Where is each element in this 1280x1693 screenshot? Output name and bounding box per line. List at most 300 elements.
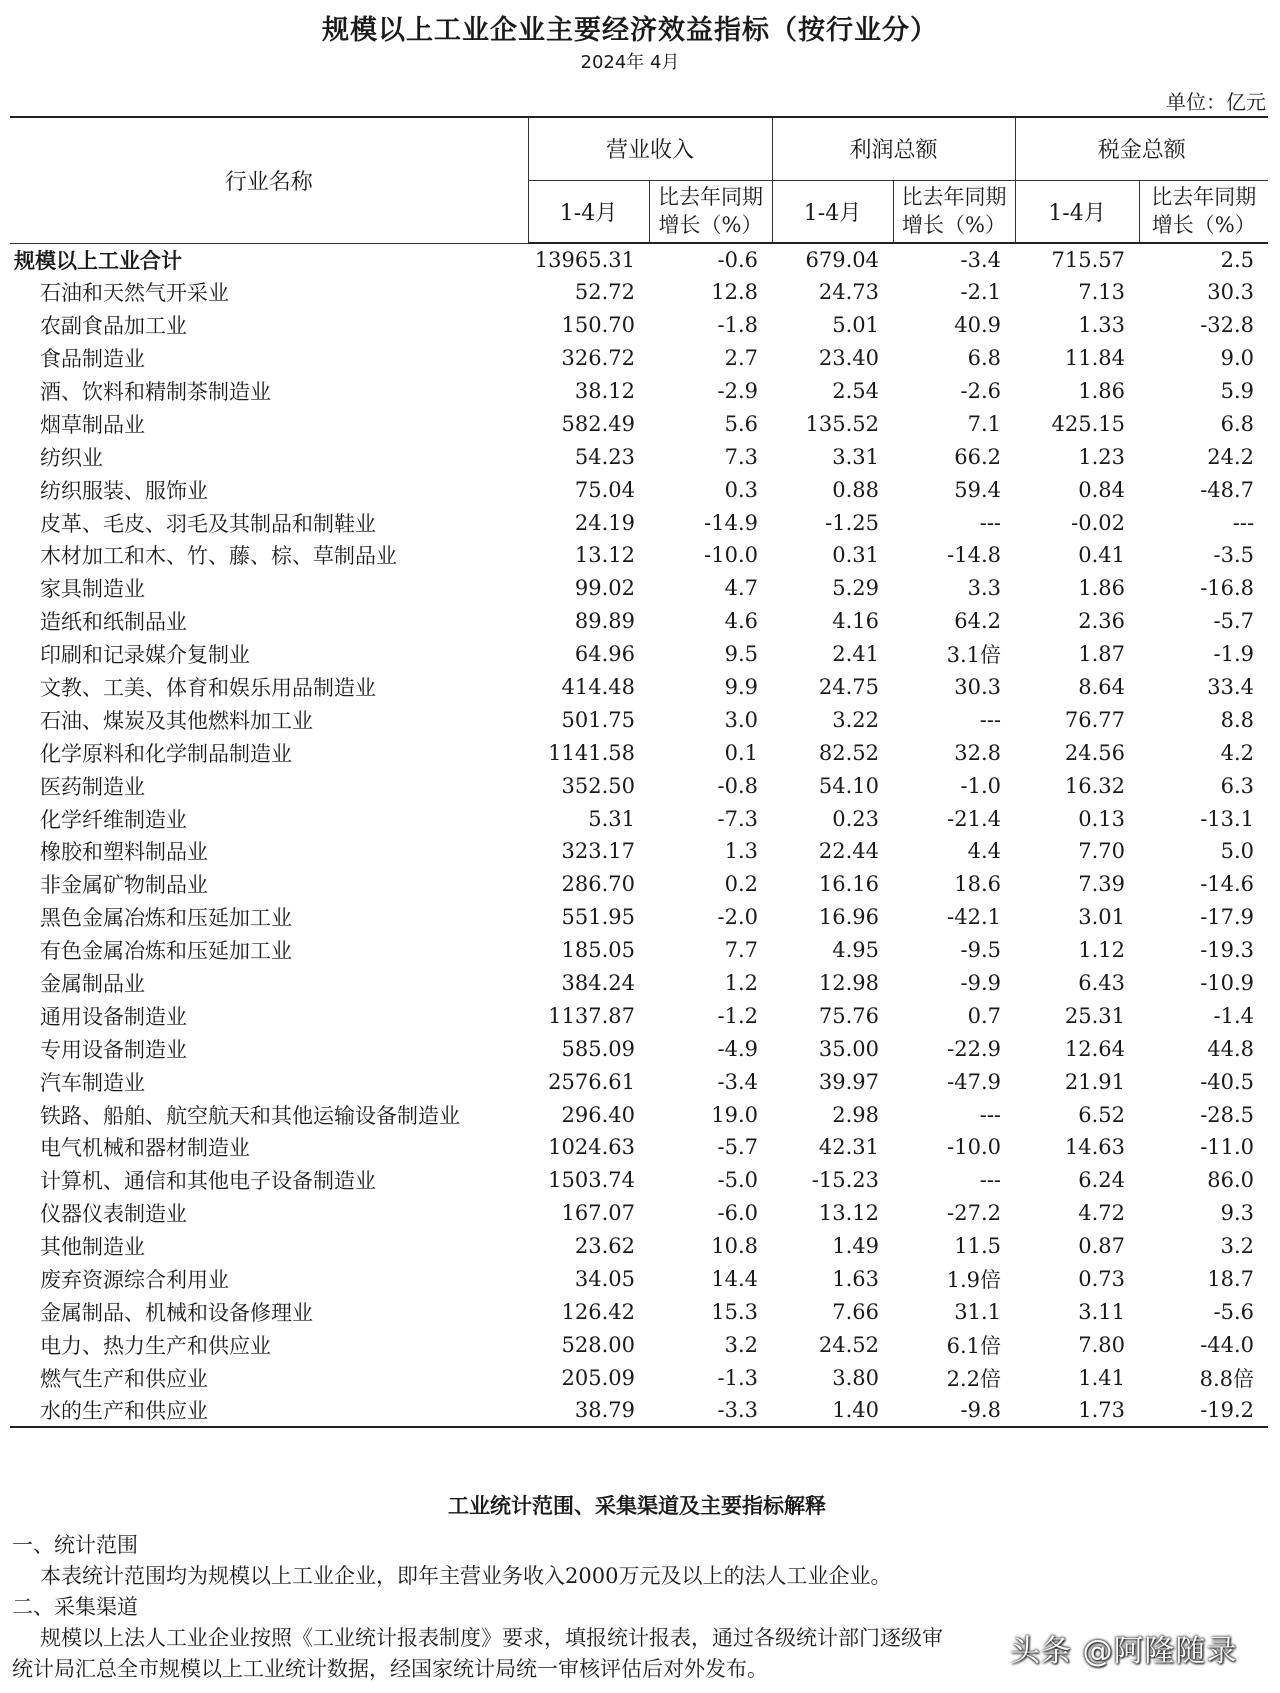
- value-cell: -7.3: [717, 806, 759, 831]
- value-cell: 3.80: [832, 1365, 880, 1390]
- table-row: [10, 342, 1268, 375]
- value-cell: -1.9: [1213, 642, 1255, 667]
- value-cell: 2.41: [832, 642, 880, 667]
- value-cell: 582.49: [561, 411, 635, 436]
- table-row: [10, 868, 1268, 901]
- value-cell: 15.3: [711, 1299, 759, 1324]
- industry-name-cell: 铁路、船舶、航空航天和其他运输设备制造业: [40, 1103, 460, 1128]
- industry-name-cell: 金属制品业: [40, 972, 145, 997]
- industry-name-cell: 石油和天然气开采业: [40, 281, 229, 306]
- value-cell: -5.0: [717, 1168, 759, 1193]
- industry-name-cell: 食品制造业: [40, 347, 145, 372]
- value-cell: 19.0: [711, 1102, 759, 1127]
- industry-name-cell: 非金属矿物制品业: [40, 873, 208, 898]
- table-row: [10, 605, 1268, 638]
- industry-name-cell: 燃气生产和供应业: [40, 1366, 208, 1391]
- value-cell: 1.86: [1078, 379, 1126, 403]
- value-cell: -3.3: [649, 1394, 772, 1427]
- value-cell: 5.6: [724, 411, 759, 436]
- value-cell: -14.8: [947, 543, 1002, 568]
- industry-name-cell: 专用设备制造业: [40, 1037, 187, 1062]
- value-cell: 13.12: [818, 1201, 880, 1226]
- header-revenue-period: 1-4月: [528, 180, 649, 243]
- value-cell: -0.6: [717, 247, 759, 272]
- industry-name-cell: 烟草制品业: [40, 412, 145, 437]
- value-cell: 21.91: [1064, 1069, 1126, 1094]
- value-cell: 25.31: [1064, 1003, 1126, 1028]
- value-cell: 24.75: [818, 675, 880, 700]
- industry-name-cell: 有色金属冶炼和压延加工业: [40, 939, 292, 964]
- value-cell: 24.56: [1064, 740, 1126, 765]
- table-row: [10, 671, 1268, 704]
- value-cell: -16.8: [1200, 576, 1255, 601]
- value-cell: 86.0: [1207, 1168, 1255, 1193]
- value-cell: -14.9: [704, 510, 759, 535]
- value-cell: 6.52: [1078, 1102, 1126, 1127]
- industry-name-cell: 汽车制造业: [40, 1070, 145, 1095]
- value-cell: 16.96: [818, 905, 880, 930]
- value-cell: -42.1: [947, 905, 1002, 930]
- value-cell: 0.87: [1078, 1234, 1126, 1259]
- value-cell: -10.9: [1200, 971, 1255, 996]
- growth-line1: 比去年同期: [658, 185, 763, 210]
- value-cell: 11.84: [1064, 346, 1126, 371]
- value-cell: 0.7: [967, 1003, 1002, 1028]
- value-cell: 35.00: [818, 1036, 880, 1061]
- value-cell: 3.0: [724, 707, 759, 732]
- growth-line1: 比去年同期: [901, 185, 1007, 210]
- value-cell: 3.11: [1078, 1299, 1126, 1324]
- value-cell: 4.2: [1220, 740, 1255, 765]
- value-cell: 3.2: [1220, 1234, 1255, 1259]
- table-row: [10, 1065, 1268, 1098]
- value-cell: 64.96: [574, 642, 635, 667]
- value-cell: -15.23: [811, 1168, 880, 1193]
- value-cell: -1.2: [717, 1003, 759, 1028]
- value-cell: 4.72: [1078, 1201, 1126, 1226]
- value-cell: 9.3: [1220, 1201, 1255, 1226]
- header-profit-growth: [893, 180, 1015, 243]
- table-row: [10, 375, 1268, 408]
- value-cell: 66.2: [954, 444, 1002, 469]
- table-row: [10, 835, 1268, 868]
- industry-name-cell: 印刷和记录媒介复制业: [40, 643, 250, 668]
- value-cell: 8.64: [1078, 675, 1126, 700]
- table-row: [10, 999, 1268, 1032]
- page-subtitle: 2024年 4月: [580, 52, 680, 73]
- industry-name-cell: 橡胶和塑料制品业: [40, 840, 208, 865]
- value-cell: 5.9: [1220, 379, 1255, 403]
- value-cell: 296.40: [561, 1102, 635, 1127]
- industry-name-cell: 纺织业: [40, 445, 103, 470]
- industry-name-cell: 医药制造业: [40, 774, 145, 799]
- notes-heading-scope: 一、统计范围: [12, 1533, 138, 1557]
- value-cell: ---: [979, 1102, 1002, 1127]
- value-cell: 75.04: [574, 477, 635, 502]
- value-cell: 16.32: [1064, 773, 1126, 798]
- industry-name-cell: 酒、饮料和精制茶制造业: [40, 380, 271, 404]
- table-row: [10, 276, 1268, 309]
- value-cell: 7.70: [1078, 839, 1126, 864]
- value-cell: ---: [979, 707, 1002, 732]
- value-cell: 64.2: [954, 609, 1002, 634]
- header-tax-growth: [1139, 180, 1268, 243]
- header-tax: 税金总额: [1015, 117, 1268, 180]
- value-cell: 3.2: [724, 1332, 759, 1357]
- value-cell: 1.73: [1015, 1394, 1139, 1427]
- growth-line2: 增长（%）: [1151, 213, 1256, 238]
- industry-name-cell: 电力、热力生产和供应业: [40, 1333, 271, 1358]
- value-cell: 6.3: [1220, 773, 1255, 798]
- value-cell: 1137.87: [548, 1003, 635, 1028]
- value-cell: 0.1: [724, 740, 759, 765]
- value-cell: 1.23: [1078, 444, 1126, 469]
- value-cell: 30.3: [1207, 280, 1255, 305]
- value-cell: 40.9: [954, 313, 1002, 338]
- value-cell: 7.13: [1078, 280, 1126, 305]
- value-cell: 0.88: [832, 477, 880, 502]
- header-profit: 利润总额: [772, 117, 1015, 180]
- value-cell: -9.8: [893, 1394, 1015, 1427]
- value-cell: -1.4: [1213, 1003, 1255, 1028]
- value-cell: 12.64: [1064, 1036, 1126, 1061]
- value-cell: 1.3: [724, 839, 759, 864]
- value-cell: 12.8: [711, 280, 759, 305]
- value-cell: 1.63: [832, 1267, 880, 1292]
- table-row: [10, 1131, 1268, 1164]
- table-row: [10, 1328, 1268, 1361]
- value-cell: -5.6: [1213, 1299, 1255, 1324]
- value-cell: -17.9: [1200, 905, 1255, 930]
- value-cell: 24.52: [818, 1332, 880, 1357]
- industry-name-cell: 农副食品加工业: [40, 314, 187, 339]
- value-cell: -2.9: [717, 379, 759, 403]
- value-cell: 1.86: [1078, 576, 1126, 601]
- value-cell: -13.1: [1200, 806, 1255, 831]
- value-cell: 1.12: [1078, 938, 1126, 963]
- value-cell: 3.1倍: [946, 643, 1002, 668]
- table-row: [10, 1197, 1268, 1230]
- value-cell: 6.24: [1078, 1168, 1126, 1193]
- value-cell: 18.6: [954, 872, 1002, 897]
- header-revenue-growth: [649, 180, 772, 243]
- header-industry: 行业名称: [10, 117, 528, 243]
- value-cell: 8.8倍: [1199, 1366, 1255, 1391]
- value-cell: -44.0: [1200, 1332, 1255, 1357]
- table-row: [10, 703, 1268, 736]
- value-cell: 1.9倍: [946, 1268, 1002, 1293]
- value-cell: 76.77: [1064, 707, 1126, 732]
- value-cell: 126.42: [561, 1299, 635, 1324]
- value-cell: 2.7: [724, 346, 759, 371]
- value-cell: 150.70: [561, 313, 635, 338]
- value-cell: -19.3: [1200, 938, 1255, 963]
- value-cell: 715.57: [1051, 247, 1126, 272]
- value-cell: 9.9: [724, 675, 759, 700]
- value-cell: 323.17: [561, 839, 635, 864]
- value-cell: -40.5: [1200, 1069, 1255, 1094]
- value-cell: 0.73: [1078, 1267, 1126, 1292]
- value-cell: -11.0: [1200, 1135, 1255, 1160]
- value-cell: 1024.63: [548, 1135, 635, 1160]
- header-profit-period: 1-4月: [772, 180, 893, 243]
- value-cell: -5.7: [1213, 609, 1255, 634]
- value-cell: 54.23: [574, 444, 635, 469]
- value-cell: 501.75: [561, 707, 635, 732]
- watermark: 头条 @阿隆随录: [1010, 1634, 1238, 1669]
- value-cell: 24.2: [1207, 444, 1255, 469]
- value-cell: 0.2: [724, 872, 759, 897]
- industry-name-cell: 水的生产和供应业: [10, 1394, 528, 1427]
- industry-name-cell: 通用设备制造业: [40, 1004, 187, 1029]
- industry-name-cell: 纺织服装、服饰业: [40, 478, 208, 503]
- value-cell: 2.98: [832, 1102, 880, 1127]
- value-cell: 52.72: [574, 280, 635, 305]
- industry-name-cell: 电气机械和器材制造业: [40, 1136, 250, 1161]
- value-cell: -27.2: [947, 1201, 1002, 1226]
- table-row: [10, 1296, 1268, 1329]
- value-cell: 59.4: [954, 477, 1002, 502]
- value-cell: 414.48: [561, 675, 635, 700]
- value-cell: 352.50: [561, 773, 635, 798]
- value-cell: 34.05: [574, 1267, 635, 1292]
- value-cell: 3.3: [967, 576, 1002, 601]
- value-cell: 24.19: [574, 510, 635, 535]
- value-cell: -1.0: [960, 773, 1002, 798]
- industry-name-cell: 金属制品、机械和设备修理业: [40, 1300, 313, 1325]
- value-cell: 22.44: [818, 839, 880, 864]
- value-cell: 82.52: [818, 740, 880, 765]
- industry-name-cell: 造纸和纸制品业: [40, 610, 187, 635]
- table-row: [10, 1032, 1268, 1065]
- value-cell: 1.41: [1078, 1365, 1126, 1390]
- value-cell: 7.80: [1078, 1332, 1126, 1357]
- value-cell: 1.40: [772, 1394, 893, 1427]
- value-cell: 679.04: [805, 247, 880, 272]
- value-cell: 5.01: [832, 313, 880, 338]
- value-cell: -1.25: [825, 510, 880, 535]
- value-cell: 38.12: [574, 379, 635, 403]
- value-cell: -3.4: [960, 247, 1002, 272]
- value-cell: 4.7: [724, 576, 759, 601]
- value-cell: 1.33: [1078, 313, 1126, 338]
- value-cell: 7.7: [724, 938, 759, 963]
- table-row: [10, 506, 1268, 539]
- value-cell: 23.62: [574, 1234, 635, 1259]
- value-cell: 31.1: [954, 1299, 1002, 1324]
- table-row: [10, 1230, 1268, 1263]
- table-row: [10, 967, 1268, 1000]
- value-cell: ---: [979, 1168, 1002, 1193]
- industry-name-cell: 化学纤维制造业: [40, 807, 187, 832]
- industry-name-cell: 皮革、毛皮、羽毛及其制品和制鞋业: [40, 511, 376, 536]
- value-cell: -10.0: [704, 543, 759, 568]
- header-tax-period: 1-4月: [1015, 180, 1139, 243]
- value-cell: 8.8: [1220, 707, 1255, 732]
- value-cell: -14.6: [1200, 872, 1255, 897]
- value-cell: 5.0: [1220, 839, 1255, 864]
- value-cell: 2.5: [1220, 247, 1255, 272]
- value-cell: -4.9: [717, 1036, 759, 1061]
- table-row: [10, 309, 1268, 342]
- value-cell: -1.8: [717, 313, 759, 338]
- value-cell: 5.31: [588, 806, 635, 831]
- value-cell: 1503.74: [548, 1168, 635, 1193]
- table-row: [10, 1361, 1268, 1394]
- growth-line2: 增长（%）: [902, 213, 1006, 238]
- value-cell: 32.8: [954, 740, 1002, 765]
- value-cell: 7.3: [724, 444, 759, 469]
- table-row: [10, 901, 1268, 934]
- table-row: [10, 736, 1268, 769]
- value-cell: 167.07: [561, 1201, 635, 1226]
- notes-channel-text-1: 规模以上法人工业企业按照《工业统计报表制度》要求，填报统计报表，通过各级统计部门逐级审: [40, 1626, 943, 1650]
- value-cell: 326.72: [561, 346, 635, 371]
- value-cell: 0.84: [1078, 477, 1126, 502]
- value-cell: -47.9: [947, 1069, 1002, 1094]
- table-row: [10, 1164, 1268, 1197]
- value-cell: 4.4: [967, 839, 1002, 864]
- value-cell: 0.13: [1078, 806, 1126, 831]
- value-cell: 54.10: [818, 773, 880, 798]
- value-cell: 4.16: [832, 609, 880, 634]
- value-cell: -6.0: [717, 1201, 759, 1226]
- value-cell: 38.79: [528, 1394, 649, 1427]
- table-row: [10, 638, 1268, 671]
- industry-name-cell: 家具制造业: [40, 577, 145, 602]
- value-cell: 42.31: [818, 1135, 880, 1160]
- table-row: [10, 1394, 1268, 1427]
- value-cell: -3.5: [1213, 543, 1255, 568]
- industry-name-cell: 文教、工美、体育和娱乐用品制造业: [40, 676, 376, 701]
- value-cell: -5.7: [717, 1135, 759, 1160]
- value-cell: -32.8: [1200, 313, 1255, 338]
- value-cell: 7.66: [832, 1299, 880, 1324]
- value-cell: 205.09: [561, 1365, 635, 1390]
- value-cell: 384.24: [561, 971, 635, 996]
- notes-title: 工业统计范围、采集渠道及主要指标解释: [448, 1494, 826, 1518]
- value-cell: 0.31: [832, 543, 880, 568]
- value-cell: 23.40: [818, 346, 880, 371]
- value-cell: -2.0: [717, 905, 759, 930]
- industry-name-cell: 废弃资源综合利用业: [40, 1268, 229, 1293]
- value-cell: -9.9: [960, 971, 1002, 996]
- value-cell: -48.7: [1200, 477, 1255, 502]
- header-revenue: 营业收入: [528, 117, 772, 180]
- value-cell: 1.87: [1078, 642, 1126, 667]
- value-cell: 2576.61: [548, 1069, 635, 1094]
- table-row: [10, 572, 1268, 605]
- value-cell: 1.49: [832, 1234, 880, 1259]
- value-cell: 12.98: [818, 971, 880, 996]
- industry-name-cell: 黑色金属冶炼和压延加工业: [40, 906, 292, 931]
- value-cell: 1.2: [724, 971, 759, 996]
- value-cell: 1141.58: [548, 740, 635, 765]
- value-cell: 13.12: [574, 543, 635, 568]
- value-cell: -21.4: [947, 806, 1002, 831]
- value-cell: 0.23: [832, 806, 880, 831]
- value-cell: 0.3: [724, 477, 759, 502]
- table-body: [10, 243, 1268, 1427]
- table-row: [10, 1098, 1268, 1131]
- industry-name-cell: 化学原料和化学制品制造业: [40, 741, 292, 766]
- value-cell: 2.36: [1078, 609, 1126, 634]
- value-cell: 7.1: [967, 411, 1002, 436]
- value-cell: 14.4: [711, 1267, 759, 1292]
- notes-scope-text: 本表统计范围均为规模以上工业企业，即年主营业务收入2000万元及以上的法人工业企业。: [40, 1564, 892, 1588]
- value-cell: -9.5: [960, 938, 1002, 963]
- value-cell: 16.16: [818, 872, 880, 897]
- value-cell: -19.2: [1139, 1394, 1268, 1427]
- value-cell: 2.54: [832, 379, 880, 403]
- value-cell: 30.3: [954, 675, 1002, 700]
- table-row: [10, 769, 1268, 802]
- industry-name-cell: 石油、煤炭及其他燃料加工业: [40, 708, 313, 733]
- value-cell: 9.5: [724, 642, 759, 667]
- value-cell: 185.05: [561, 938, 635, 963]
- table-row: [10, 243, 1268, 276]
- value-cell: 528.00: [561, 1332, 635, 1357]
- value-cell: -0.02: [1071, 510, 1126, 535]
- value-cell: 6.43: [1078, 971, 1126, 996]
- value-cell: 75.76: [818, 1003, 880, 1028]
- value-cell: 33.4: [1207, 675, 1255, 700]
- industry-name-cell: 其他制造业: [40, 1235, 145, 1260]
- value-cell: 14.63: [1064, 1135, 1126, 1160]
- value-cell: ---: [979, 510, 1002, 535]
- industry-name-cell: 仪器仪表制造业: [40, 1202, 187, 1227]
- value-cell: -22.9: [947, 1036, 1002, 1061]
- table-row: [10, 802, 1268, 835]
- table-row: [10, 1263, 1268, 1296]
- table-row: [10, 934, 1268, 967]
- growth-line1: 比去年同期: [1151, 185, 1257, 210]
- value-cell: 3.22: [832, 707, 880, 732]
- value-cell: 425.15: [1051, 411, 1126, 436]
- value-cell: 44.8: [1207, 1036, 1255, 1061]
- value-cell: 11.5: [954, 1234, 1002, 1259]
- value-cell: 4.95: [832, 938, 880, 963]
- value-cell: -2.6: [960, 379, 1002, 403]
- value-cell: 3.31: [832, 444, 880, 469]
- value-cell: -0.8: [717, 773, 759, 798]
- industry-name-cell: 规模以上工业合计: [14, 248, 182, 273]
- value-cell: 7.39: [1078, 872, 1126, 897]
- indicator-table: [10, 116, 1268, 1428]
- value-cell: ---: [1232, 510, 1255, 535]
- unit-label: 单位：亿元: [1166, 90, 1266, 114]
- value-cell: 10.8: [711, 1234, 759, 1259]
- table-row: [10, 539, 1268, 572]
- value-cell: 18.7: [1207, 1267, 1255, 1292]
- value-cell: 89.89: [574, 609, 635, 634]
- value-cell: 6.8: [967, 346, 1002, 371]
- industry-name-cell: 木材加工和木、竹、藤、棕、草制品业: [40, 544, 397, 569]
- page-title: 规模以上工业企业主要经济效益指标（按行业分）: [322, 15, 938, 46]
- table-row: [10, 473, 1268, 506]
- notes-heading-channel: 二、采集渠道: [12, 1595, 138, 1619]
- notes-channel-text-2: 统计局汇总全市规模以上工业统计数据，经国家统计局统一审核评估后对外发布。: [12, 1657, 768, 1681]
- value-cell: 585.09: [561, 1036, 635, 1061]
- value-cell: -2.1: [960, 280, 1002, 305]
- industry-name-cell: 计算机、通信和其他电子设备制造业: [40, 1169, 376, 1194]
- value-cell: 551.95: [561, 905, 635, 930]
- value-cell: 286.70: [561, 872, 635, 897]
- value-cell: -28.5: [1200, 1102, 1255, 1127]
- value-cell: -1.3: [717, 1365, 759, 1390]
- value-cell: 6.1倍: [946, 1333, 1002, 1358]
- value-cell: 2.2倍: [946, 1366, 1002, 1391]
